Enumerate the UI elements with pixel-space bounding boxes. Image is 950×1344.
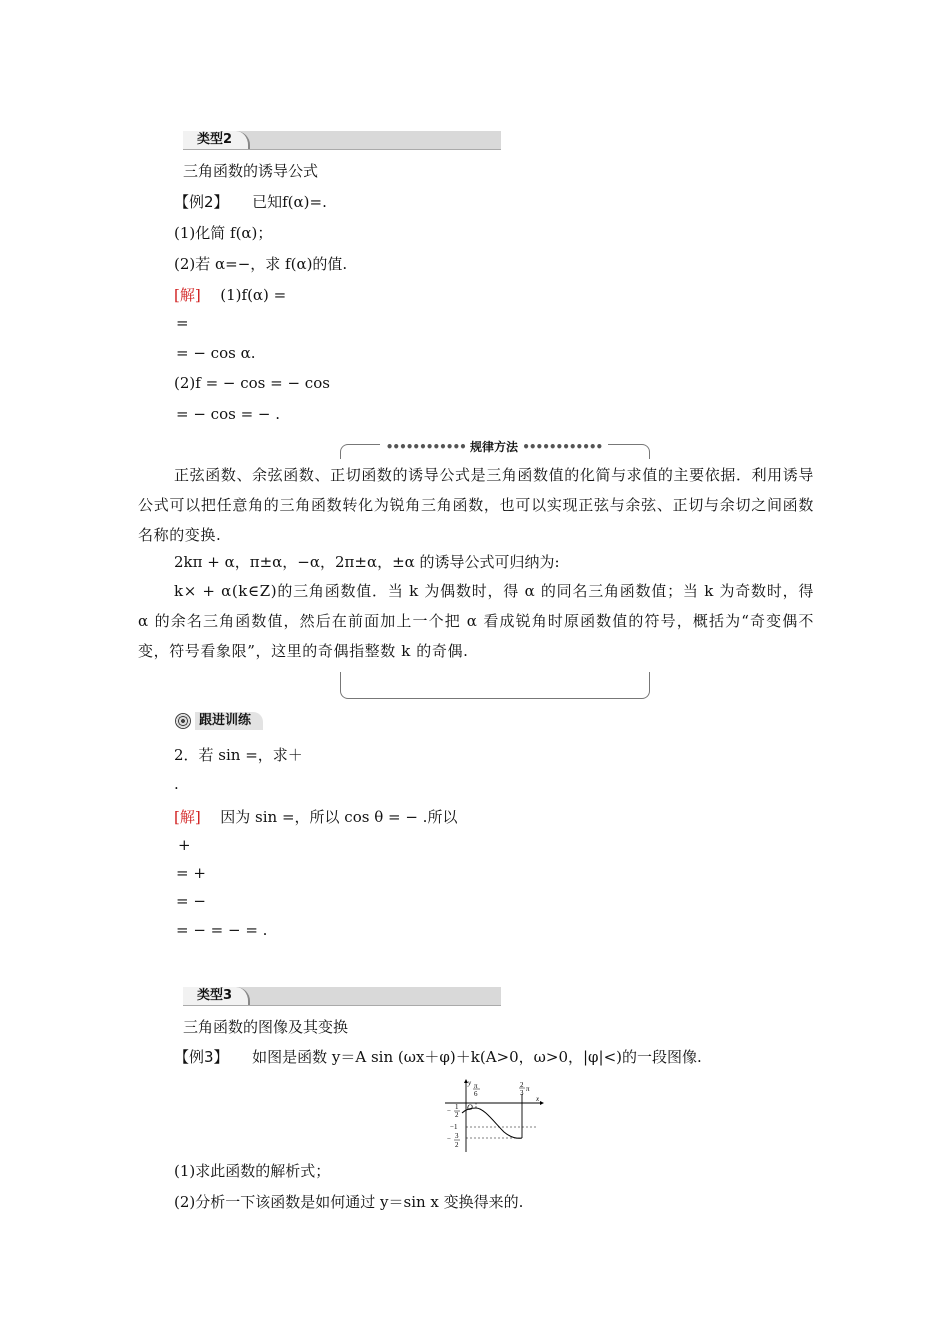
section-tag-label: 类型2: [183, 131, 250, 149]
solution-line-2: =: [176, 314, 189, 332]
section-tag-3: [183, 987, 501, 1006]
method-title-text: 规律方法: [469, 440, 518, 454]
solution-line-5: = − cos = − .: [176, 405, 281, 423]
practice-question: 2．若 sin =，求＋: [174, 746, 303, 764]
solution-line-1: [174, 284, 286, 305]
question-1: (1)化简 f(α)；: [174, 224, 273, 242]
y-neg32-den: 2: [455, 1141, 459, 1149]
section-title: 三角函数的诱导公式: [183, 162, 319, 180]
question-2: (2)分析一下该函数是如何通过 y＝sin x 变换得来的.: [174, 1193, 524, 1211]
practice-solution-5: = − = − = .: [176, 921, 268, 939]
practice-solution-1: [174, 806, 457, 827]
y-half-sign: −: [447, 1107, 451, 1115]
solution-line-4: (2)f = − cos = − cos: [174, 374, 330, 392]
method-paragraph-1-text: 正弦函数、余弦函数、正切函数的诱导公式是三角函数值的化简与求值的主要依据．利用诱导公式可以把任意角的三角函数转化为锐角三角函数，也可以实现正弦与余弦、正切与余切之间函数名称的变换.: [138, 466, 814, 544]
y-half-den: 2: [455, 1111, 459, 1119]
tick-2pi3-pi: π: [526, 1085, 530, 1093]
solution-label: [解]: [174, 286, 201, 304]
method-title: [0, 437, 950, 455]
method-paragraph-3: [138, 576, 814, 666]
tick-pi6-num: π: [474, 1082, 478, 1090]
dotted-line-right: ••••••••••••: [522, 440, 603, 454]
section-tag-label: 类型3: [183, 987, 250, 1005]
practice-header: [175, 712, 275, 732]
y-neg32-num: 3: [455, 1132, 459, 1140]
solution-text: (1)f(α) =: [220, 286, 287, 304]
question-2: (2)若 α=−，求 f(α)的值.: [174, 255, 348, 273]
y-neg32-sign: −: [447, 1135, 451, 1143]
section-tag-2: [183, 131, 501, 150]
tick-2pi3-num: 2: [520, 1081, 524, 1089]
x-axis-label: x: [536, 1095, 540, 1103]
practice-solution-4: = −: [176, 892, 206, 910]
solution-line-3: = − cos α.: [176, 344, 256, 362]
practice-solution-3: = +: [176, 864, 206, 882]
y-neg1-label: −1: [450, 1123, 458, 1131]
example-2: [174, 191, 327, 212]
example-text: 已知f(α)=.: [252, 193, 327, 211]
question-1: (1)求此函数的解析式；: [174, 1162, 331, 1180]
example-text: 如图是函数 y＝A sin (ωx＋φ)＋k(A>0，ω>0，|φ|<)的一段图像.: [252, 1048, 702, 1066]
sine-curve: [462, 1108, 522, 1138]
practice-solution-2: +: [178, 836, 191, 854]
solution-label: [解]: [174, 808, 201, 826]
x-axis-arrow: [540, 1101, 544, 1105]
tick-pi6-den: 6: [474, 1090, 478, 1098]
tick-2pi3-den: 3: [520, 1089, 524, 1097]
dotted-line-left: ••••••••••••: [385, 440, 466, 454]
method-paragraph-3-text: k× + α(k∈Z)的三角函数值．当 k 为偶数时，得 α 的同名三角函数值；当 k 为奇数时，得 α 的余名三角函数值，然后在前面加上一个把 α 看成锐角时原函数值的符号，概括为“奇变偶不变，符号看象限”，这里的奇偶指整数 k 的奇偶.: [138, 582, 814, 660]
example-label: 【例3】: [174, 1048, 229, 1066]
origin-label: O: [467, 1103, 473, 1112]
practice-question-end: .: [174, 775, 179, 793]
example-label: 【例2】: [174, 193, 229, 211]
solution-text: 因为 sin =，所以 cos θ = − .所以: [220, 808, 458, 826]
method-paragraph-1: [138, 460, 814, 550]
y-half-num: 1: [455, 1103, 459, 1111]
y-axis-label: y: [468, 1079, 472, 1087]
method-paragraph-2: 2kπ + α，π±α，−α，2π±α，±α 的诱导公式可归纳为:: [174, 553, 560, 571]
section-title: 三角函数的图像及其变换: [183, 1018, 349, 1036]
function-graph: [440, 1078, 550, 1156]
target-icon: [175, 713, 191, 729]
method-box-bottom: [340, 672, 650, 699]
practice-title: 跟进训练: [195, 712, 263, 730]
example-3: [174, 1046, 702, 1067]
